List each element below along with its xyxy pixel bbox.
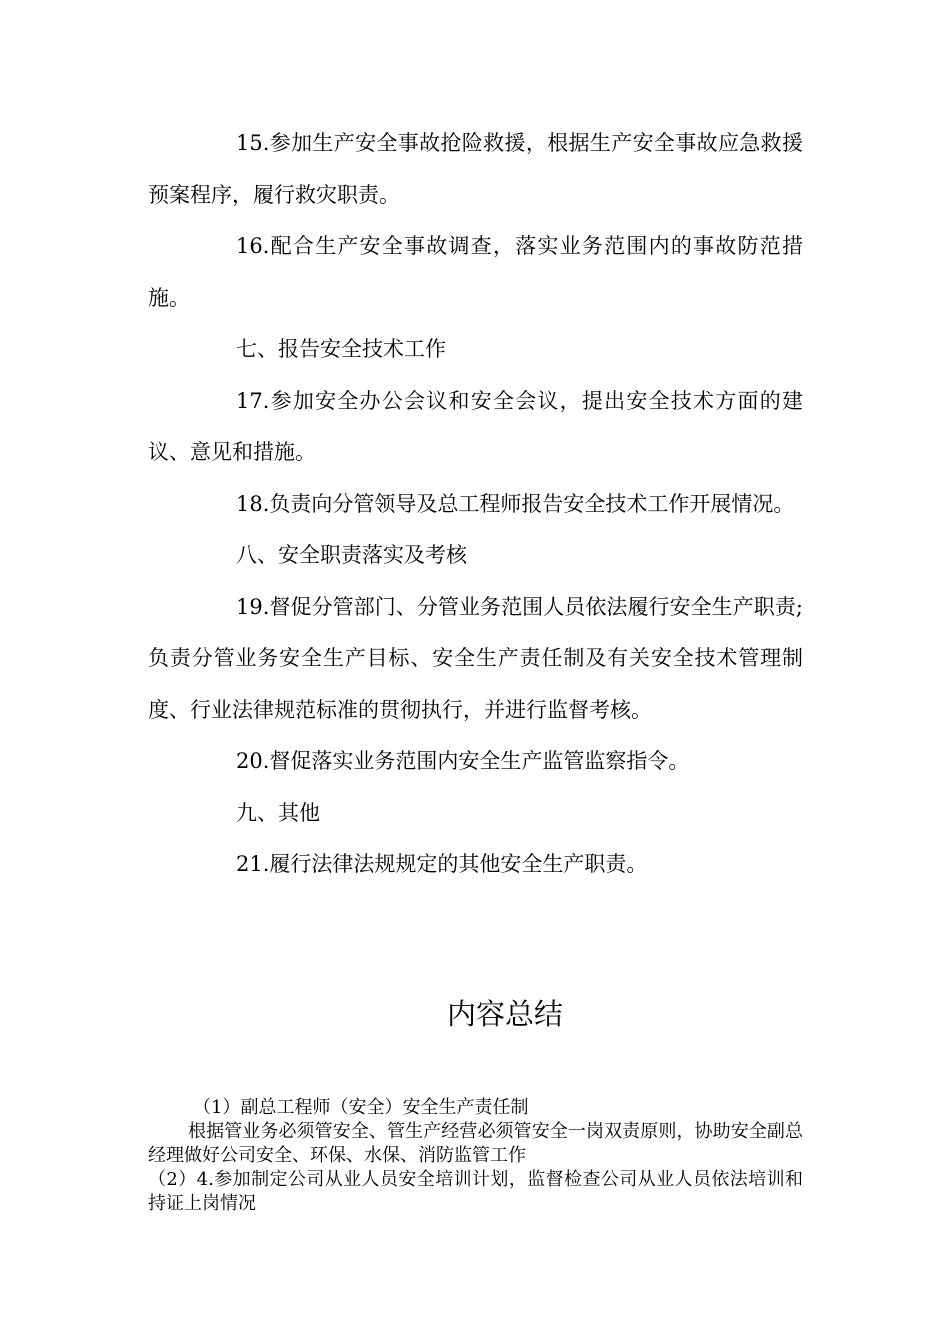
summary-item-2-text: （2）4.参加制定公司从业人员安全培训计划，监督检查公司从业人员依法培训和持证上岗情况 bbox=[148, 1169, 803, 1214]
section-heading-8: 八、安全职责落实及考核 bbox=[236, 543, 467, 567]
summary-section bbox=[148, 1096, 803, 1216]
paragraph-item-19: 19.督促分管部门、分管业务范围人员依法履行安全生产职责;负责分管业务安全生产目标、安全生产责任制及有关安全技术管理制度、行业法律规范标准的贯彻执行，并进行监督考核。 bbox=[148, 594, 803, 722]
summary-item-1-text: 根据管业务必须管安全、管生产经营必须管安全一岗双责原则，协助安全副总经理做好公司安全、环保、水保、消防监管工作 bbox=[148, 1121, 803, 1166]
summary-title: 内容总结 bbox=[446, 997, 563, 1031]
document-body bbox=[148, 118, 803, 891]
paragraph-item-20: 20.督促落实业务范围内安全生产监管监察指令。 bbox=[236, 749, 690, 773]
section-heading-7: 七、报告安全技术工作 bbox=[236, 337, 446, 361]
section-heading-9: 九、其他 bbox=[236, 800, 320, 825]
paragraph-item-17: 17.参加安全办公会议和安全会议，提出安全技术方面的建议、意见和措施。 bbox=[148, 388, 803, 464]
paragraph-item-18: 18.负责向分管领导及总工程师报告安全技术工作开展情况。 bbox=[236, 491, 795, 516]
paragraph-item-21: 21.履行法律法规规定的其他安全生产职责。 bbox=[236, 852, 648, 876]
paragraph-item-15: 15.参加生产安全事故抢险救援，根据生产安全事故应急救援预案程序，履行救灾职责。 bbox=[148, 131, 803, 207]
summary-item-1-heading: （1）副总工程师（安全）安全生产责任制 bbox=[193, 1097, 529, 1118]
paragraph-item-16: 16.配合生产安全事故调查，落实业务范围内的事故防范措施。 bbox=[148, 234, 803, 310]
